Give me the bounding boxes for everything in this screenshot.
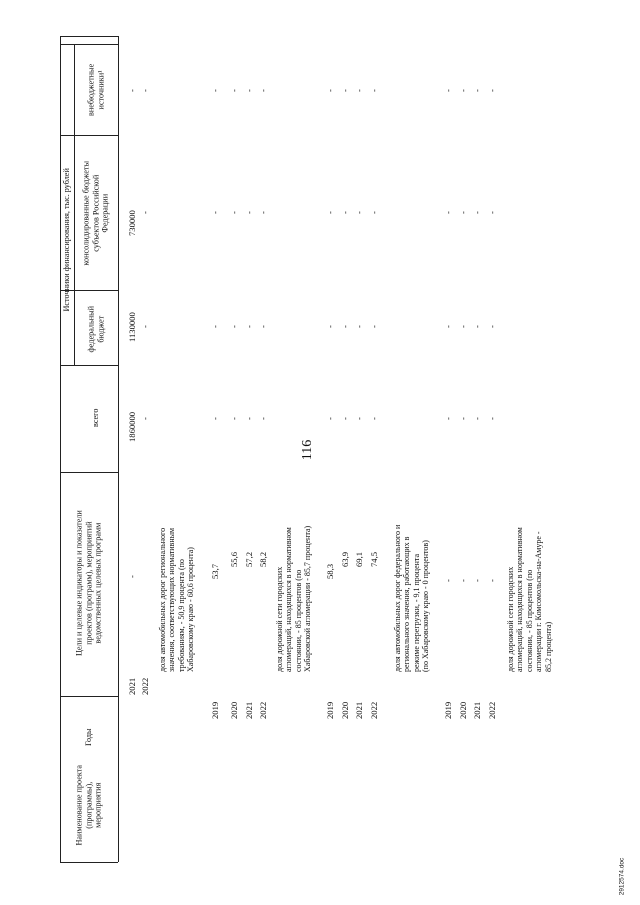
dash-cell: - xyxy=(443,325,453,328)
dash-cell: - xyxy=(487,417,497,420)
document-code: 2912574.doc xyxy=(618,857,626,896)
dash-cell: - xyxy=(354,417,364,420)
row-federal: - xyxy=(140,325,150,328)
dash-cell: - xyxy=(458,417,468,420)
row-regional: - xyxy=(140,211,150,214)
dash-cell: - xyxy=(472,417,482,420)
dash-cell: - xyxy=(443,417,453,420)
header-regional-budgets: консолидированные бюджеты субъектов Российской Федерации xyxy=(81,161,110,266)
indicator-value: - xyxy=(443,579,453,582)
indicator-year: 2021 xyxy=(354,701,364,719)
header-total: всего xyxy=(91,408,100,427)
table-rule xyxy=(60,135,118,136)
dash-cell: - xyxy=(458,211,468,214)
dash-cell: - xyxy=(472,211,482,214)
dash-cell: - xyxy=(229,89,239,92)
dash-cell: - xyxy=(458,325,468,328)
dash-cell: - xyxy=(369,325,379,328)
row-year: 2021 xyxy=(127,677,137,695)
indicator-year: 2020 xyxy=(340,701,350,719)
indicator-year: 2020 xyxy=(229,701,239,719)
table-rule xyxy=(60,36,61,862)
table-rule xyxy=(118,36,119,862)
row-regional: 730000 xyxy=(127,210,137,236)
indicator-value: 55,6 xyxy=(229,551,239,567)
row-total: 1860000 xyxy=(127,411,137,442)
indicator-year: 2019 xyxy=(210,701,220,719)
row-total: - xyxy=(140,417,150,420)
row-extra: - xyxy=(127,89,137,92)
dash-cell: - xyxy=(340,417,350,420)
indicator-text: доля дорожной сети городских агломераций, находящихся в нормативном состоянии, - 85 процентов (по агломерации г. Комсомольска-на-Амуре - 85,2 процента) xyxy=(506,527,553,672)
indicator-text: доля автомобильных дорог регионального значения, соответствующих нормативным требованиям, - 50,9 процента (по Хабаровскому краю - 60,6 процента) xyxy=(158,527,196,672)
dash-cell: - xyxy=(487,325,497,328)
indicator-year: 2021 xyxy=(244,701,254,719)
dash-cell: - xyxy=(340,325,350,328)
dash-cell: - xyxy=(258,211,268,214)
indicator-year: 2020 xyxy=(458,701,468,719)
indicator-text: доля автомобильных дорог федерального и регионального значения, работающих в режиме перегрузки, - 9,1 процента (по Хабаровскому краю - 0 процентов) xyxy=(393,524,431,672)
dash-cell: - xyxy=(229,417,239,420)
table-rule xyxy=(74,44,75,365)
indicator-value: 57,2 xyxy=(244,551,254,567)
dash-cell: - xyxy=(458,89,468,92)
dash-cell: - xyxy=(325,325,335,328)
dash-cell: - xyxy=(325,417,335,420)
indicator-year: 2022 xyxy=(369,701,379,719)
row-goal: - xyxy=(127,575,137,578)
dash-cell: - xyxy=(210,325,220,328)
dash-cell: - xyxy=(244,89,254,92)
indicator-value: 69,1 xyxy=(354,551,364,567)
dash-cell: - xyxy=(244,325,254,328)
table-rule xyxy=(60,472,118,473)
header-project-name: Наименование проекта (программы), мероприятия xyxy=(74,764,103,846)
indicator-year: 2019 xyxy=(443,701,453,719)
dash-cell: - xyxy=(354,211,364,214)
indicator-year: 2019 xyxy=(325,701,335,719)
indicator-value: 74,5 xyxy=(369,551,379,567)
indicator-value: 63,9 xyxy=(340,551,350,567)
indicator-year: 2021 xyxy=(472,701,482,719)
header-extrabudgetary: внебюджетные источники¹ xyxy=(86,63,106,116)
dash-cell: - xyxy=(472,325,482,328)
indicator-text: доля дорожной сети городских агломераций, находящихся в нормативном состоянии, - 85 процентов (по Хабаровской агломерации - 85,7 процента) xyxy=(275,525,313,672)
dash-cell: - xyxy=(258,325,268,328)
dash-cell: - xyxy=(487,211,497,214)
header-federal-budget: федеральный бюджет xyxy=(86,305,106,353)
dash-cell: - xyxy=(340,89,350,92)
dash-cell: - xyxy=(229,211,239,214)
row-federal: 1130000 xyxy=(127,312,137,342)
table-rule xyxy=(60,44,118,45)
row-year: 2022 xyxy=(140,677,150,695)
dash-cell: - xyxy=(258,89,268,92)
dash-cell: - xyxy=(210,89,220,92)
table-rule xyxy=(60,696,118,697)
table-rule xyxy=(60,36,118,37)
indicator-value: 58,3 xyxy=(325,563,335,579)
indicator-value: - xyxy=(487,579,497,582)
dash-cell: - xyxy=(340,211,350,214)
header-years: Годы xyxy=(84,728,93,746)
indicator-year: 2022 xyxy=(258,701,268,719)
page-number: 116 xyxy=(300,439,316,461)
indicator-value: - xyxy=(472,579,482,582)
table-rule xyxy=(60,862,118,863)
dash-cell: - xyxy=(229,325,239,328)
dash-cell: - xyxy=(325,211,335,214)
dash-cell: - xyxy=(443,211,453,214)
dash-cell: - xyxy=(210,211,220,214)
dash-cell: - xyxy=(369,211,379,214)
indicator-value: 53,7 xyxy=(210,563,220,579)
dash-cell: - xyxy=(354,325,364,328)
dash-cell: - xyxy=(443,89,453,92)
dash-cell: - xyxy=(244,417,254,420)
dash-cell: - xyxy=(325,89,335,92)
dash-cell: - xyxy=(244,211,254,214)
dash-cell: - xyxy=(369,89,379,92)
header-goals-indicators: Цели и целевые индикаторы и показатели проектов (программ), мероприятий ведомственных целевых программ xyxy=(74,510,103,656)
indicator-value: 58,2 xyxy=(258,551,268,567)
dash-cell: - xyxy=(354,89,364,92)
dash-cell: - xyxy=(487,89,497,92)
indicator-year: 2022 xyxy=(487,701,497,719)
row-extra: - xyxy=(140,89,150,92)
table-rule xyxy=(60,365,118,366)
dash-cell: - xyxy=(472,89,482,92)
indicator-value: - xyxy=(458,579,468,582)
header-funding-sources: Источники финансирования, тыс. рублей xyxy=(62,168,71,312)
dash-cell: - xyxy=(258,417,268,420)
dash-cell: - xyxy=(369,417,379,420)
dash-cell: - xyxy=(210,417,220,420)
